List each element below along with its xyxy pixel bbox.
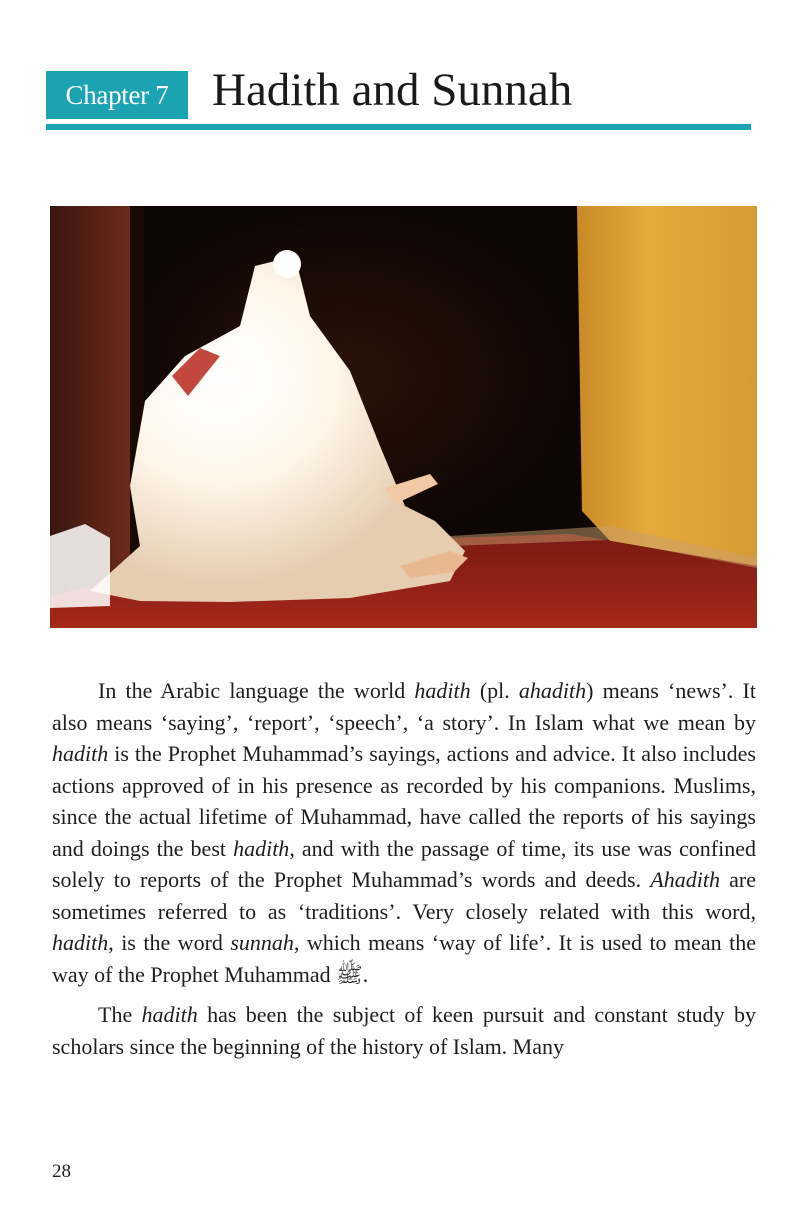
- header-rule: [46, 124, 751, 130]
- page-number: 28: [52, 1161, 71, 1182]
- chapter-label: Chapter 7: [46, 71, 188, 119]
- paragraph: The hadith has been the subject of keen pursuit and constant study by scholars since the beginning of the history of Islam. Many: [52, 1002, 757, 1059]
- honorific-glyph: ﷺ: [336, 961, 363, 987]
- chapter-title: Hadith and Sunnah: [212, 64, 573, 116]
- chapter-header: [0, 0, 799, 140]
- paragraph: In the Arabic language the world hadith (pl. ahadith) means ‘news’. It also means ‘saying’, ‘report’, ‘speech’, ‘a story’. In Islam what we mean by hadith is the Prophet Muhammad’s sayings, actions and advice. It also includes actions approved of in his presence as recorded by his companions. Muslims, since the actual lifetime of Muhammad, have called the reports of his sayings and doings the best hadith, and with the passage of time, its use was confined solely to reports of the Prophet Muhammad’s words and deeds. Ahadith are sometimes referred to as ‘traditions’. Very closely related with this word, hadith, is the word sunnah, which means ‘way of life’. It is used to mean the way of the Prophet Muhammad ﷺ.: [52, 678, 757, 987]
- chapter-photo: [50, 206, 757, 628]
- body-text: [52, 675, 756, 1062]
